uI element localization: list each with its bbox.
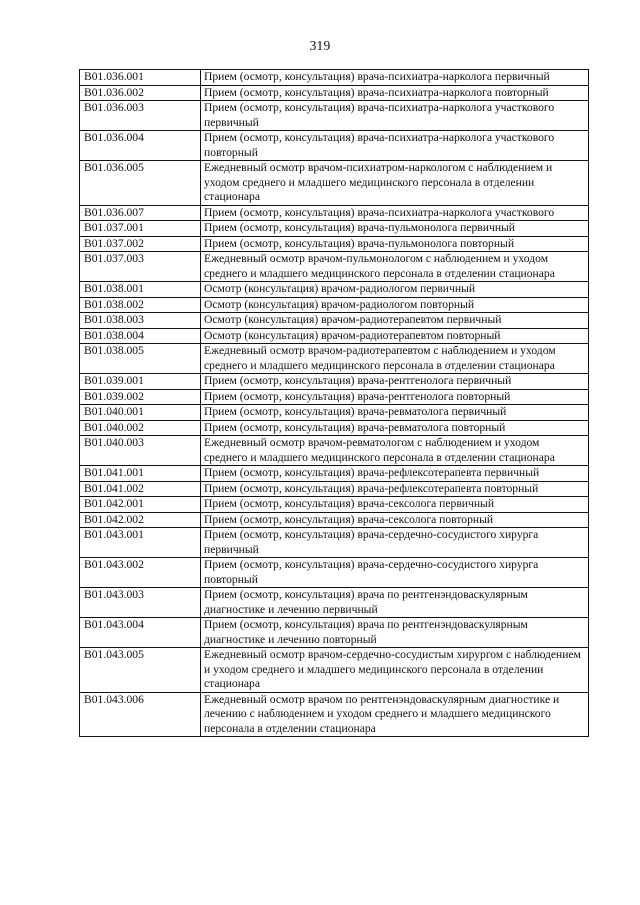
- page-number: 319: [309, 38, 331, 53]
- service-name: Прием (осмотр, консультация) врача-психиатра-нарколога участкового: [201, 205, 589, 221]
- table-row: [80, 236, 589, 252]
- service-code: B01.042.002: [80, 512, 201, 528]
- table-row: [80, 512, 589, 528]
- service-name: Прием (осмотр, консультация) врача-психиатра-нарколога повторный: [201, 85, 589, 101]
- table-row: [80, 405, 589, 421]
- table-row: [80, 85, 589, 101]
- service-name: Осмотр (консультация) врачом-радиологом первичный: [201, 282, 589, 298]
- service-name: Ежедневный осмотр врачом-ревматологом с наблюдением и уходом среднего и младшего медицинского персонала в отделении стационара: [201, 436, 589, 466]
- table-row: [80, 344, 589, 374]
- service-name: Ежедневный осмотр врачом-пульмонологом с наблюдением и уходом среднего и младшего медицинского персонала в отделении стационара: [201, 252, 589, 282]
- table-row: [80, 70, 589, 86]
- service-name: Осмотр (консультация) врачом-радиологом повторный: [201, 297, 589, 313]
- service-codes-body: [80, 70, 589, 737]
- service-name: Прием (осмотр, консультация) врача-сердечно-сосудистого хирурга первичный: [201, 528, 589, 558]
- service-code: B01.037.003: [80, 252, 201, 282]
- service-code: B01.043.001: [80, 528, 201, 558]
- table-row: [80, 297, 589, 313]
- table-row: [80, 692, 589, 737]
- table-row: [80, 131, 589, 161]
- service-name: Прием (осмотр, консультация) врача-рефлексотерапевта повторный: [201, 481, 589, 497]
- service-code: B01.036.001: [80, 70, 201, 86]
- service-code: B01.037.002: [80, 236, 201, 252]
- service-name: Прием (осмотр, консультация) врача-пульмонолога повторный: [201, 236, 589, 252]
- service-code: B01.038.003: [80, 313, 201, 329]
- table-row: [80, 420, 589, 436]
- service-code: B01.039.001: [80, 374, 201, 390]
- service-code: B01.039.002: [80, 389, 201, 405]
- table-row: [80, 221, 589, 237]
- service-code: B01.040.003: [80, 436, 201, 466]
- service-code: B01.040.002: [80, 420, 201, 436]
- service-code: B01.043.003: [80, 588, 201, 618]
- service-name: Прием (осмотр, консультация) врача-ревматолога первичный: [201, 405, 589, 421]
- service-name: Ежедневный осмотр врачом-психиатром-наркологом с наблюдением и уходом среднего и младшего медицинского персонала в отделении стационара: [201, 161, 589, 206]
- service-name: Осмотр (консультация) врачом-радиотерапевтом повторный: [201, 328, 589, 344]
- table-row: [80, 389, 589, 405]
- service-name: Прием (осмотр, консультация) врача по рентгенэндоваскулярным диагностике и лечению повторный: [201, 618, 589, 648]
- table-row: [80, 205, 589, 221]
- service-code: B01.038.004: [80, 328, 201, 344]
- service-name: Ежедневный осмотр врачом по рентгенэндоваскулярным диагностике и лечению с наблюдением и уходом среднего и младшего медицинского персонала в отделении стационара: [201, 692, 589, 737]
- table-row: [80, 436, 589, 466]
- service-code: B01.042.001: [80, 497, 201, 513]
- table-row: [80, 282, 589, 298]
- service-code: B01.041.001: [80, 466, 201, 482]
- service-name: Прием (осмотр, консультация) врача-ревматолога повторный: [201, 420, 589, 436]
- service-code: B01.036.004: [80, 131, 201, 161]
- service-code: B01.043.006: [80, 692, 201, 737]
- service-code: B01.043.002: [80, 558, 201, 588]
- table-row: [80, 328, 589, 344]
- table-row: [80, 161, 589, 206]
- table-row: [80, 648, 589, 693]
- service-code: B01.040.001: [80, 405, 201, 421]
- service-name: Прием (осмотр, консультация) врача-рентгенолога повторный: [201, 389, 589, 405]
- table-row: [80, 101, 589, 131]
- service-name: Ежедневный осмотр врачом-радиотерапевтом с наблюдением и уходом среднего и младшего медицинского персонала в отделении стационара: [201, 344, 589, 374]
- service-name: Прием (осмотр, консультация) врача-пульмонолога первичный: [201, 221, 589, 237]
- table-row: [80, 374, 589, 390]
- service-code: B01.043.005: [80, 648, 201, 693]
- service-code: B01.041.002: [80, 481, 201, 497]
- service-code: B01.037.001: [80, 221, 201, 237]
- service-name: Прием (осмотр, консультация) врача-рефлексотерапевта первичный: [201, 466, 589, 482]
- table-row: [80, 558, 589, 588]
- service-name: Прием (осмотр, консультация) врача-сексолога первичный: [201, 497, 589, 513]
- service-name: Прием (осмотр, консультация) врача-психиатра-нарколога участкового первичный: [201, 101, 589, 131]
- service-code: B01.036.007: [80, 205, 201, 221]
- table-row: [80, 497, 589, 513]
- service-code: B01.036.003: [80, 101, 201, 131]
- service-name: Осмотр (консультация) врачом-радиотерапевтом первичный: [201, 313, 589, 329]
- table-row: [80, 588, 589, 618]
- table-row: [80, 618, 589, 648]
- service-name: Прием (осмотр, консультация) врача-рентгенолога первичный: [201, 374, 589, 390]
- table-row: [80, 466, 589, 482]
- service-code: B01.038.001: [80, 282, 201, 298]
- service-code: B01.043.004: [80, 618, 201, 648]
- service-name: Прием (осмотр, консультация) врача-сердечно-сосудистого хирурга повторный: [201, 558, 589, 588]
- service-name: Прием (осмотр, консультация) врача-сексолога повторный: [201, 512, 589, 528]
- service-name: Прием (осмотр, консультация) врача по рентгенэндоваскулярным диагностике и лечению первичный: [201, 588, 589, 618]
- service-name: Прием (осмотр, консультация) врача-психиатра-нарколога первичный: [201, 70, 589, 86]
- service-code: B01.036.002: [80, 85, 201, 101]
- service-code: B01.038.002: [80, 297, 201, 313]
- service-code: B01.038.005: [80, 344, 201, 374]
- service-code: B01.036.005: [80, 161, 201, 206]
- table-row: [80, 313, 589, 329]
- service-name: Прием (осмотр, консультация) врача-психиатра-нарколога участкового повторный: [201, 131, 589, 161]
- service-codes-table: [79, 69, 589, 737]
- table-row: [80, 528, 589, 558]
- service-name: Ежедневный осмотр врачом-сердечно-сосудистым хирургом с наблюдением и уходом среднего и младшего медицинского персонала в отделении стационара: [201, 648, 589, 693]
- table-row: [80, 481, 589, 497]
- table-row: [80, 252, 589, 282]
